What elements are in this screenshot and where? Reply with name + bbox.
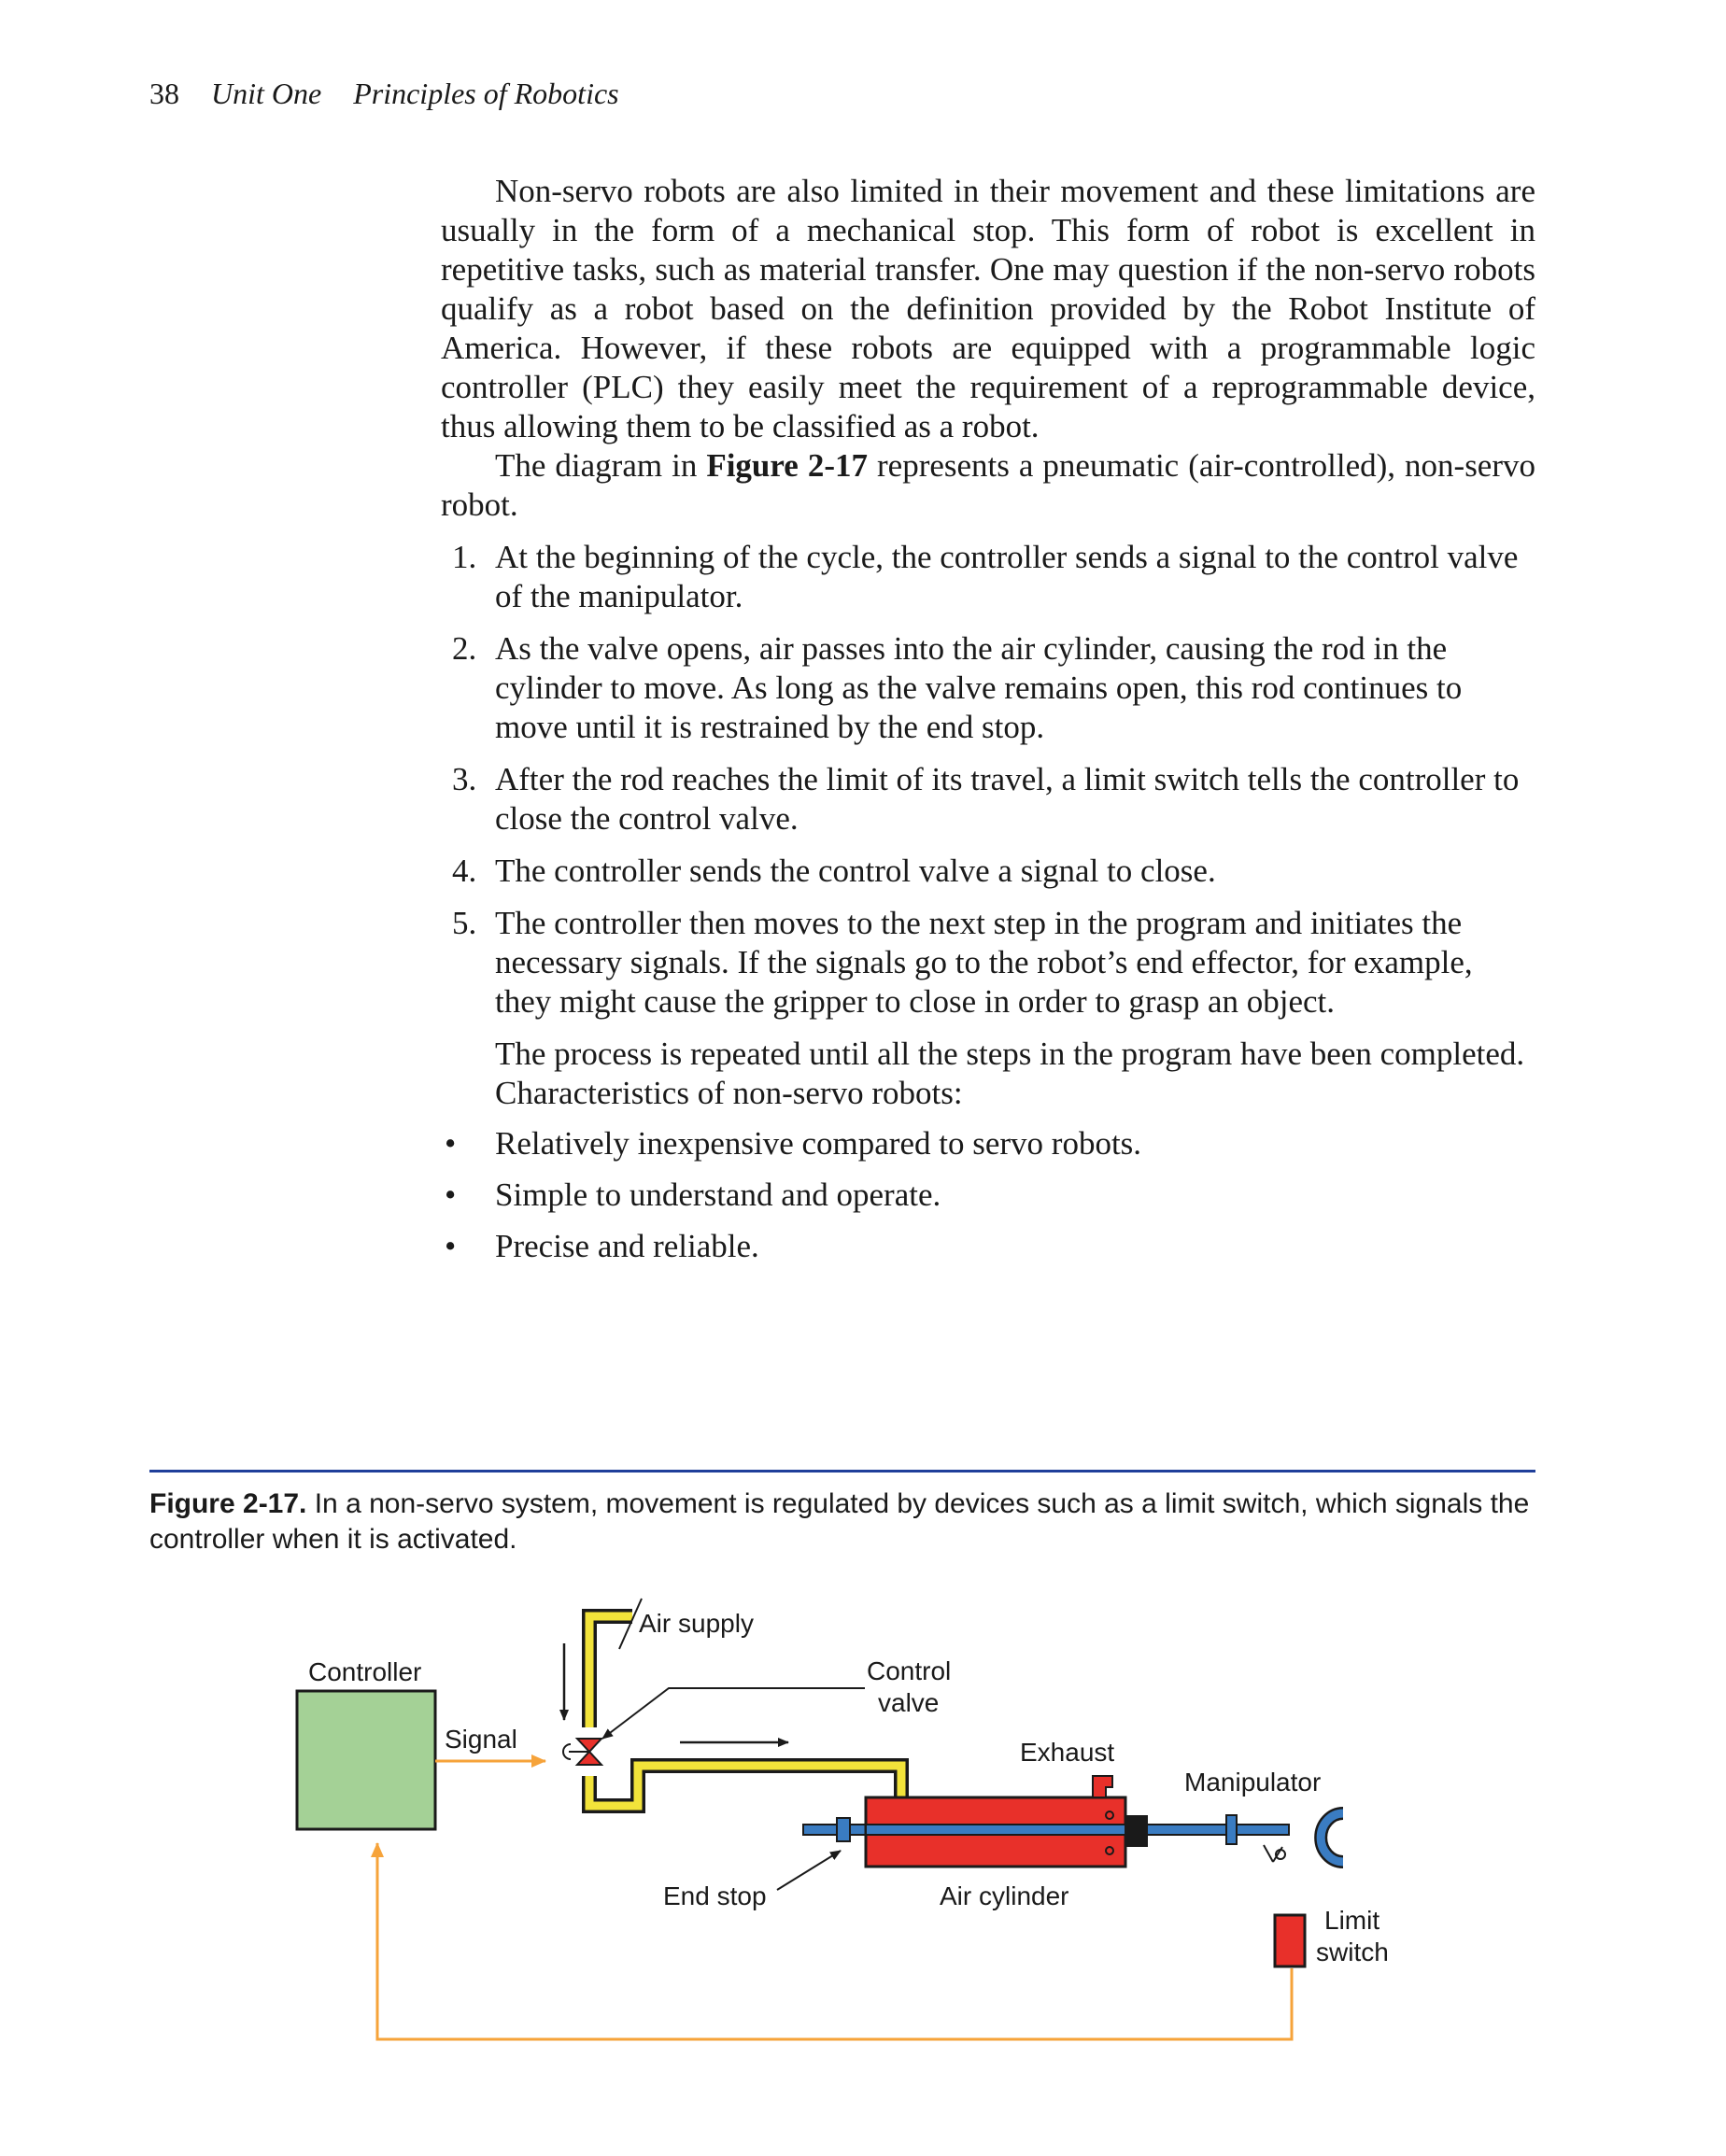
end-stop-leader: [777, 1851, 841, 1890]
page-number: 38: [149, 77, 179, 110]
manipulator-collar: [1226, 1815, 1237, 1844]
feedback-signal-line: [377, 1843, 1292, 2039]
limit-switch: [1275, 1915, 1305, 1966]
bullet-icon: •: [445, 1125, 457, 1162]
controller-label: Controller: [308, 1657, 422, 1686]
step-text: After the rod reaches the limit of its travel, a limit switch tells the controller to close the control valve.: [495, 761, 1520, 837]
exhaust-label: Exhaust: [1020, 1738, 1115, 1767]
step-text: The controller then moves to the next step in the program and initiates the necessary signals. If the signals go to the robot’s end effector, for example, they might cause the gripper to close in order to grasp an object.: [495, 905, 1473, 1020]
signal-label: Signal: [445, 1725, 517, 1754]
unit-label: Unit One: [211, 77, 322, 110]
control-valve-label-1: Control: [867, 1656, 952, 1685]
paragraph-2-tail: represents a pneumatic (air-controlled), non-servo robot.: [441, 447, 1536, 523]
paragraph-3: The process is repeated until all the steps in the program have been completed.: [495, 1036, 1525, 1072]
figure-reference: Figure 2-17: [706, 447, 868, 484]
control-valve-leader: [602, 1688, 865, 1739]
air-supply-label: Air supply: [639, 1609, 754, 1638]
step-text: The controller sends the control valve a signal to close.: [495, 853, 1216, 889]
figure-label: Figure 2-17.: [149, 1488, 307, 1519]
bullet-text: Precise and reliable.: [495, 1228, 759, 1264]
paragraph-1: Non-servo robots are also limited in their movement and these limitations are usually in the form of a mechanical stop. This form of robot is excellent in repetitive tasks, such as material transfer. One may question if the non-servo robots qualify as a robot based on the definition provided by the Robot Institute of America. However, if these robots are equipped with a programmable logic controller (PLC) they easily meet the requirement of a reprogrammable device, thus allowing them to be classified as a robot.: [441, 173, 1535, 444]
limit-switch-label-1: Limit: [1324, 1906, 1380, 1935]
step-text: At the beginning of the cycle, the controller sends a signal to the control valve of the manipulator.: [495, 539, 1519, 614]
control-valve-icon: [563, 1739, 601, 1765]
control-valve-label-2: valve: [878, 1688, 940, 1717]
bullet-icon: •: [445, 1228, 457, 1264]
bullet-icon: •: [445, 1177, 457, 1213]
book-title: Principles of Robotics: [353, 77, 619, 110]
end-stop-label: End stop: [663, 1881, 767, 1910]
bullet-text: Relatively inexpensive compared to servo robots.: [495, 1125, 1142, 1162]
controller-box: [297, 1691, 435, 1829]
paragraph-2-lead: The diagram in: [495, 447, 707, 484]
step-number: 1.: [452, 539, 477, 575]
manipulator-label: Manipulator: [1184, 1768, 1322, 1797]
exhaust-port: [1093, 1776, 1112, 1797]
paragraph-4: Characteristics of non-servo robots:: [495, 1075, 963, 1111]
limit-switch-actuator-icon: [1264, 1845, 1285, 1862]
caption-text: In a non-servo system, movement is regulated by devices such as a limit switch, which signals the controller when it is activated.: [149, 1488, 1530, 1555]
step-number: 2.: [452, 630, 477, 667]
bullet-text: Simple to understand and operate.: [495, 1177, 941, 1213]
step-number: 5.: [452, 905, 477, 941]
limit-switch-label-2: switch: [1316, 1938, 1389, 1966]
air-cylinder-label: Air cylinder: [940, 1881, 1069, 1910]
end-stop: [837, 1818, 850, 1841]
step-text: As the valve opens, air passes into the air cylinder, causing the rod in the cylinder to move. As long as the valve remains open, this rod continues to move until it is restrained by the end stop.: [495, 630, 1463, 745]
step-number: 4.: [452, 853, 477, 889]
piston-head: [1125, 1815, 1148, 1847]
step-number: 3.: [452, 761, 477, 797]
